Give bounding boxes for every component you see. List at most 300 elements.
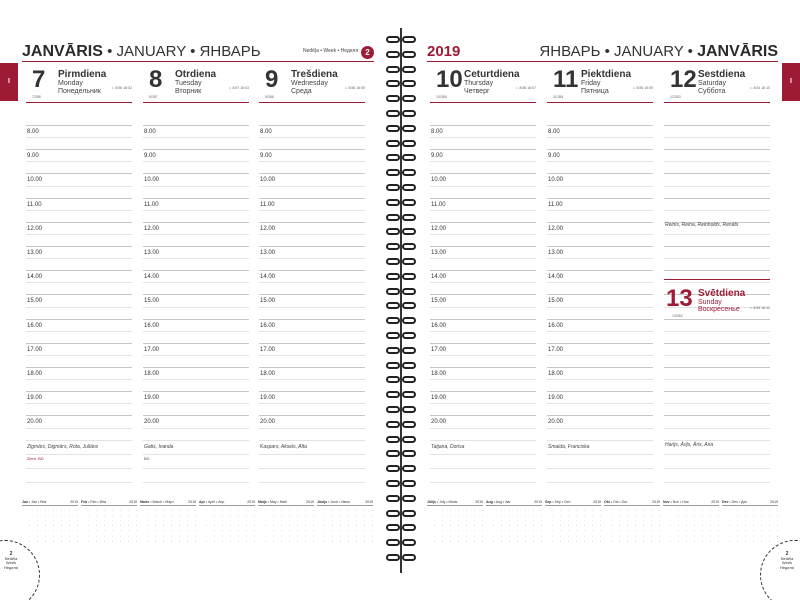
binding-ring — [384, 522, 418, 533]
mini-week-row — [22, 513, 78, 518]
note-line[interactable] — [547, 482, 653, 483]
time-slot-line[interactable] — [143, 319, 249, 320]
mini-day-cell: · — [178, 534, 180, 539]
mini-day-cell: · — [229, 534, 231, 539]
time-slot-line[interactable] — [26, 294, 132, 295]
half-slot-line[interactable] — [26, 403, 132, 404]
mini-day-cell: · — [355, 534, 357, 539]
time-slot-line[interactable] — [259, 270, 365, 271]
half-slot-line[interactable] — [143, 282, 249, 283]
time-slot-line[interactable] — [26, 222, 132, 223]
half-slot-line[interactable] — [259, 428, 365, 429]
mini-day-cell: · — [103, 529, 105, 534]
half-slot-line[interactable] — [259, 307, 365, 308]
time-slot-line[interactable] — [26, 149, 132, 150]
time-slot-line[interactable] — [430, 294, 536, 295]
mini-day-cell: · — [312, 529, 314, 534]
binding-ring — [384, 123, 418, 134]
half-slot-line[interactable] — [259, 331, 365, 332]
time-slot-line[interactable] — [143, 367, 249, 368]
half-slot-line[interactable] — [547, 137, 653, 138]
mini-day-cell: · — [363, 539, 365, 544]
time-slot-line[interactable] — [430, 415, 536, 416]
time-slot-line[interactable] — [547, 343, 653, 344]
note-line[interactable] — [259, 482, 365, 483]
day-number: 11 — [553, 66, 579, 93]
month-translations-right: ЯНВАРЬ • JANUARY • — [539, 43, 698, 60]
note-line[interactable] — [26, 482, 132, 483]
day-name-ru: Суббота — [698, 88, 726, 95]
half-slot-line[interactable] — [430, 210, 536, 211]
time-slot-line[interactable] — [143, 246, 249, 247]
mini-day-cell: · — [60, 508, 62, 513]
time-slot-line[interactable] — [547, 367, 653, 368]
mini-day-cell: · — [146, 513, 148, 518]
time-slot-line[interactable] — [26, 270, 132, 271]
day-number: 9 — [265, 66, 279, 93]
mini-day-cell: · — [685, 524, 687, 529]
mini-day-cell: · — [127, 524, 129, 529]
half-slot-line[interactable] — [143, 307, 249, 308]
time-slot-line[interactable] — [547, 173, 653, 174]
sunday-name-en: Sunday — [698, 299, 722, 306]
mini-day-cell: · — [127, 518, 129, 523]
half-slot-line[interactable] — [259, 161, 365, 162]
half-slot-line[interactable] — [26, 186, 132, 187]
mini-week-row — [545, 529, 601, 534]
mini-day-cell: · — [701, 539, 703, 544]
time-slot-line[interactable] — [430, 270, 536, 271]
mini-day-cell: · — [760, 513, 762, 518]
mini-day-cell: · — [347, 534, 349, 539]
mini-week-row — [258, 539, 314, 544]
mini-day-cell: · — [245, 508, 247, 513]
half-slot-line[interactable] — [547, 186, 653, 187]
note-line[interactable] — [26, 468, 132, 469]
mini-calendar[interactable] — [486, 500, 542, 550]
half-slot-line[interactable] — [430, 355, 536, 356]
time-slot-line[interactable] — [143, 198, 249, 199]
half-slot-line[interactable] — [143, 258, 249, 259]
time-slot-line[interactable] — [430, 125, 536, 126]
half-slot-line[interactable] — [143, 161, 249, 162]
mini-day-cell: · — [44, 529, 46, 534]
hour-label: 13.00 — [144, 250, 160, 256]
sun-times: ☼ 8:57 16:03 — [228, 86, 249, 90]
mini-day-cell: · — [693, 513, 695, 518]
time-slot-line[interactable] — [259, 246, 365, 247]
half-slot-line[interactable] — [26, 307, 132, 308]
time-slot-line[interactable] — [26, 173, 132, 174]
half-slot-line[interactable] — [430, 428, 536, 429]
note-line[interactable] — [143, 482, 249, 483]
mini-day-cell: · — [264, 513, 266, 518]
mini-day-cell: · — [170, 518, 172, 523]
note-line[interactable] — [430, 468, 536, 469]
mini-day-cell: · — [524, 539, 526, 544]
mini-day-cell: · — [717, 524, 719, 529]
day-note: BD — [144, 455, 150, 461]
hour-label: 18.00 — [260, 371, 276, 377]
mini-day-cell: · — [516, 513, 518, 518]
half-slot-line[interactable] — [26, 234, 132, 235]
time-slot-line[interactable] — [430, 173, 536, 174]
mini-day-cell: · — [473, 529, 475, 534]
header-rule-right — [427, 61, 778, 62]
half-slot-line[interactable] — [547, 379, 653, 380]
mini-day-cell: · — [709, 534, 711, 539]
mini-calendar[interactable] — [81, 500, 137, 550]
half-slot-line[interactable] — [547, 234, 653, 235]
mini-day-cell: · — [551, 513, 553, 518]
mini-day-cell: · — [642, 524, 644, 529]
mini-day-cell: · — [304, 508, 306, 513]
binding-ring — [384, 434, 418, 445]
note-line[interactable] — [430, 454, 536, 455]
half-slot-line[interactable] — [259, 234, 365, 235]
day-header-rule — [259, 102, 365, 103]
mini-calendar[interactable] — [140, 500, 196, 550]
half-slot-line[interactable] — [430, 379, 536, 380]
mini-day-cell: · — [626, 518, 628, 523]
note-line[interactable] — [26, 454, 132, 455]
mini-day-cell: · — [363, 524, 365, 529]
time-slot-line[interactable] — [547, 222, 653, 223]
hour-label: 16.00 — [431, 322, 447, 329]
mini-day-cell: · — [44, 534, 46, 539]
mini-calendar[interactable] — [317, 500, 373, 550]
mini-day-cell: · — [650, 513, 652, 518]
time-slot-line[interactable] — [547, 294, 653, 295]
hour-label: 10.00 — [144, 177, 160, 184]
time-slot-line[interactable] — [26, 367, 132, 368]
half-slot-line[interactable] — [143, 137, 249, 138]
note-line[interactable] — [143, 454, 249, 455]
mini-year: 2019 — [593, 500, 601, 504]
mini-calendar[interactable] — [722, 500, 778, 550]
day-column — [426, 64, 540, 494]
mini-day-cell: · — [508, 524, 510, 529]
half-slot-line[interactable] — [430, 161, 536, 162]
half-slot-line[interactable] — [143, 234, 249, 235]
half-slot-line[interactable] — [26, 161, 132, 162]
binding-ring — [384, 108, 418, 119]
half-slot-line[interactable] — [547, 331, 653, 332]
mini-day-cell: · — [752, 524, 754, 529]
note-line[interactable] — [430, 482, 536, 483]
mini-day-cell: · — [524, 529, 526, 534]
mini-day-cell: · — [709, 529, 711, 534]
mini-week-row — [81, 524, 137, 529]
half-slot-line[interactable] — [259, 282, 365, 283]
binding-ring — [384, 300, 418, 311]
hour-label: 15.00 — [548, 298, 564, 305]
half-slot-line[interactable] — [259, 137, 365, 138]
time-slot-line[interactable] — [430, 391, 536, 392]
mini-day-cell: · — [87, 518, 89, 523]
mini-week-row — [140, 508, 196, 513]
mini-day-cell: · — [213, 534, 215, 539]
time-slot-line[interactable] — [259, 149, 365, 150]
mini-day-cell: · — [95, 508, 97, 513]
note-line[interactable] — [259, 468, 365, 469]
time-slot-line[interactable] — [26, 391, 132, 392]
mini-day-cell: · — [591, 534, 593, 539]
time-slot-line[interactable] — [259, 222, 365, 223]
half-slot-line[interactable] — [547, 307, 653, 308]
month-tab-left[interactable]: I — [0, 63, 18, 101]
time-slot-line[interactable] — [430, 367, 536, 368]
note-line[interactable] — [143, 468, 249, 469]
mini-day-cell: · — [551, 508, 553, 513]
mini-day-cell: · — [583, 518, 585, 523]
half-slot-line[interactable] — [26, 258, 132, 259]
mini-calendar[interactable] — [199, 500, 255, 550]
mini-day-cell: · — [492, 508, 494, 513]
time-slot-line[interactable] — [26, 343, 132, 344]
mini-day-cell: · — [111, 534, 113, 539]
time-slot-line[interactable] — [143, 391, 249, 392]
note-line[interactable] — [547, 468, 653, 469]
half-slot-line[interactable] — [26, 355, 132, 356]
time-slot-line[interactable] — [259, 294, 365, 295]
mini-calendar[interactable] — [545, 500, 601, 550]
sun-times: ☼ 8:55 16:09 — [632, 86, 653, 90]
half-slot-line[interactable] — [547, 282, 653, 283]
half-slot-line[interactable] — [143, 331, 249, 332]
half-slot-line[interactable] — [26, 428, 132, 429]
half-slot-line[interactable] — [259, 379, 365, 380]
mini-day-cell: · — [685, 529, 687, 534]
mini-day-cell: · — [135, 539, 137, 544]
time-slot-line[interactable] — [259, 319, 365, 320]
mini-week-row — [722, 539, 778, 544]
half-slot-line[interactable] — [26, 282, 132, 283]
mini-day-cell: · — [272, 508, 274, 513]
time-slot-line[interactable] — [259, 198, 365, 199]
mini-day-cell: · — [272, 513, 274, 518]
time-slot-line[interactable] — [547, 319, 653, 320]
half-slot-line[interactable] — [259, 186, 365, 187]
time-slot-line[interactable] — [430, 198, 536, 199]
half-slot-line[interactable] — [143, 210, 249, 211]
time-slot-line[interactable] — [143, 270, 249, 271]
time-slot-line[interactable] — [143, 149, 249, 150]
time-slot-line[interactable] — [547, 149, 653, 150]
mini-day-cell: · — [221, 534, 223, 539]
time-slot-line[interactable] — [259, 367, 365, 368]
hour-label: 11.00 — [431, 201, 446, 208]
mini-day-cell: · — [371, 518, 373, 523]
mini-day-cell: · — [68, 529, 70, 534]
time-slot-line[interactable] — [26, 125, 132, 126]
time-slot-line[interactable] — [259, 125, 365, 126]
mini-day-cell: · — [441, 529, 443, 534]
time-slot-line[interactable] — [26, 319, 132, 320]
half-slot-line[interactable] — [430, 258, 536, 259]
half-slot-line[interactable] — [430, 186, 536, 187]
hour-label: 19.00 — [548, 395, 564, 402]
half-slot-line[interactable] — [430, 403, 536, 404]
note-line[interactable] — [143, 440, 249, 441]
half-slot-line[interactable] — [259, 403, 365, 404]
mini-day-cell: · — [87, 529, 89, 534]
mini-day-cell: · — [642, 508, 644, 513]
half-slot-line[interactable] — [430, 282, 536, 283]
half-slot-line[interactable] — [26, 331, 132, 332]
half-slot-line[interactable] — [547, 258, 653, 259]
mini-calendar-header — [81, 500, 137, 506]
mini-week-row — [604, 539, 660, 544]
sunday-name-lv: Svētdiena — [698, 288, 746, 299]
time-slot-line[interactable] — [547, 246, 653, 247]
mini-calendar[interactable] — [427, 500, 483, 550]
mini-year: 2019 — [188, 500, 196, 504]
mini-day-cell: · — [36, 539, 38, 544]
mini-day-cell: · — [532, 534, 534, 539]
time-slot-line[interactable] — [259, 343, 365, 344]
half-slot-line[interactable] — [26, 210, 132, 211]
mini-day-cell: · — [650, 529, 652, 534]
mini-day-cell: · — [508, 518, 510, 523]
half-slot-line[interactable] — [430, 137, 536, 138]
day-of-year: 8/357 — [149, 95, 158, 99]
hour-label: 13.00 — [548, 250, 564, 256]
half-slot-line[interactable] — [26, 379, 132, 380]
mini-calendar[interactable] — [22, 500, 78, 550]
name-days: Smaida, Franciska — [548, 443, 590, 450]
mini-day-cell: · — [744, 524, 746, 529]
half-slot-line[interactable] — [430, 307, 536, 308]
note-line[interactable] — [259, 440, 365, 441]
half-slot-line[interactable] — [430, 331, 536, 332]
mini-calendar[interactable] — [663, 500, 719, 550]
time-slot-line[interactable] — [430, 222, 536, 223]
note-line[interactable] — [547, 440, 653, 441]
mini-day-cell: · — [312, 513, 314, 518]
mini-day-cell: · — [205, 529, 207, 534]
mini-week-row — [545, 508, 601, 513]
mini-day-cell: · — [669, 529, 671, 534]
mini-day-cell: · — [650, 524, 652, 529]
half-slot-line[interactable] — [143, 403, 249, 404]
half-slot-line[interactable] — [547, 161, 653, 162]
mini-day-cell: · — [567, 518, 569, 523]
time-slot-line[interactable] — [143, 173, 249, 174]
note-line[interactable] — [547, 454, 653, 455]
time-slot-line[interactable] — [547, 391, 653, 392]
hour-label: 14.00 — [260, 274, 276, 281]
mini-calendar-grid — [81, 508, 137, 544]
half-slot-line[interactable] — [547, 210, 653, 211]
mini-day-cell: · — [253, 524, 255, 529]
time-slot-line[interactable] — [143, 415, 249, 416]
half-slot-line[interactable] — [26, 137, 132, 138]
time-slot-line[interactable] — [430, 149, 536, 150]
time-slot-line[interactable] — [547, 415, 653, 416]
note-line[interactable] — [259, 454, 365, 455]
time-slot-line[interactable] — [26, 415, 132, 416]
mini-day-cell: · — [363, 513, 365, 518]
time-slot-line[interactable] — [430, 246, 536, 247]
mini-day-cell: · — [500, 534, 502, 539]
mini-day-cell: · — [508, 508, 510, 513]
mini-calendar[interactable] — [258, 500, 314, 550]
half-slot-line[interactable] — [143, 379, 249, 380]
mini-day-cell: · — [685, 518, 687, 523]
mini-day-cell: · — [618, 539, 620, 544]
time-slot-line[interactable] — [143, 125, 249, 126]
mini-day-cell: · — [253, 518, 255, 523]
half-slot-line[interactable] — [259, 210, 365, 211]
time-slot-line[interactable] — [547, 125, 653, 126]
hour-label: 8.00 — [548, 129, 560, 135]
time-slot-line[interactable] — [547, 198, 653, 199]
mini-calendar[interactable] — [604, 500, 660, 550]
time-slot-line[interactable] — [143, 343, 249, 344]
mini-day-cell: · — [752, 529, 754, 534]
time-slot-line[interactable] — [143, 294, 249, 295]
day-of-year: 7/358 — [32, 95, 41, 99]
half-slot-line[interactable] — [143, 428, 249, 429]
time-slot-line[interactable] — [259, 391, 365, 392]
half-slot-line[interactable] — [259, 355, 365, 356]
half-slot-line[interactable] — [547, 428, 653, 429]
sunday-column — [660, 64, 774, 494]
half-slot-line[interactable] — [547, 355, 653, 356]
time-slot-line[interactable] — [26, 198, 132, 199]
time-slot-line[interactable] — [26, 246, 132, 247]
hour-label: 16.00 — [548, 322, 564, 329]
binding-ring — [384, 552, 418, 563]
note-line[interactable] — [26, 440, 132, 441]
time-slot-line[interactable] — [547, 270, 653, 271]
time-slot-line[interactable] — [430, 343, 536, 344]
month-tab-right[interactable]: I — [782, 63, 800, 101]
time-slot-line[interactable] — [143, 222, 249, 223]
half-slot-line[interactable] — [143, 186, 249, 187]
mini-day-cell: · — [95, 524, 97, 529]
mini-day-cell: · — [119, 529, 121, 534]
half-slot-line[interactable] — [547, 403, 653, 404]
mini-day-cell: · — [355, 513, 357, 518]
mini-day-cell: · — [685, 539, 687, 544]
mini-day-cell: · — [551, 524, 553, 529]
half-slot-line[interactable] — [430, 234, 536, 235]
time-slot-line[interactable] — [259, 415, 365, 416]
mini-week-row — [317, 529, 373, 534]
mini-day-cell: · — [304, 518, 306, 523]
mini-day-cell: · — [135, 534, 137, 539]
time-slot-line[interactable] — [430, 319, 536, 320]
mini-day-cell: · — [68, 513, 70, 518]
mini-day-cell: · — [304, 513, 306, 518]
note-line[interactable] — [430, 440, 536, 441]
mini-day-cell: · — [492, 539, 494, 544]
mini-day-cell: · — [213, 539, 215, 544]
time-slot-line[interactable] — [259, 173, 365, 174]
half-slot-line[interactable] — [259, 258, 365, 259]
mini-day-cell: · — [355, 518, 357, 523]
mini-day-cell: · — [52, 524, 54, 529]
half-slot-line[interactable] — [143, 355, 249, 356]
day-name-lv: Piektdiena — [581, 69, 632, 80]
mini-year: 2019 — [652, 500, 660, 504]
mini-day-cell: · — [280, 518, 282, 523]
mini-day-cell: · — [591, 529, 593, 534]
day-name-lv: Sestdiena — [698, 69, 746, 80]
mini-day-cell: · — [610, 524, 612, 529]
